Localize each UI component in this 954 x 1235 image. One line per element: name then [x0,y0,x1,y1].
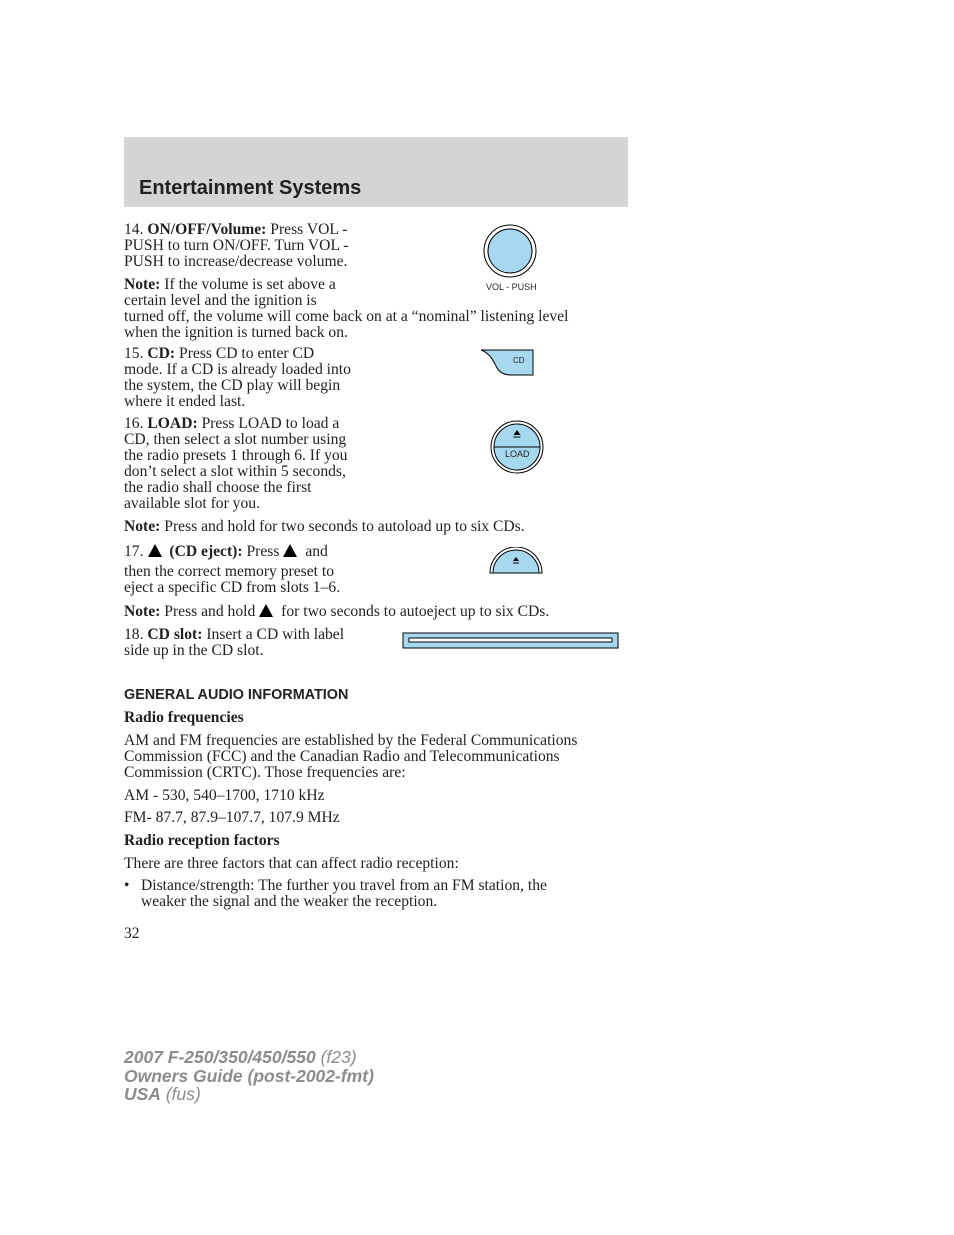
item-label: CD: [147,345,176,362]
load-button-label: LOAD [505,449,530,459]
note-on-off [124,277,624,341]
item-on-off [124,222,394,270]
paragraph-text: Commission (FCC) and the Canadian Radio and Telecommunications [124,748,560,765]
eject-icon [148,544,162,557]
item-text: where it ended last. [124,393,246,410]
footer-region: USA [124,1084,161,1104]
item-text: CD, then select a slot number using [124,431,347,448]
cd-button-icon [480,348,536,378]
item-text: available slot for you. [124,495,260,512]
note-text: turned off, the volume will come back on at a “nominal” listening level [124,308,569,325]
item-text: the radio presets 1 through 6. If you [124,447,348,464]
subheading-text: Radio frequencies [124,709,244,726]
bullet-dot: • [124,877,130,894]
item-text: the radio shall choose the first [124,479,312,496]
item-load [124,416,394,512]
item-label: ON/OFF/Volume: [147,221,267,238]
note-text: for two seconds to autoeject up to six CDs. [281,603,550,620]
item-text: side up in the CD slot. [124,642,264,659]
item-text: Press [246,543,280,560]
item-text: then the correct memory preset to [124,563,334,580]
item-text: PUSH to increase/decrease volume. [124,253,348,270]
note-text: when the ignition is turned back on. [124,324,348,341]
reception-intro: There are three factors that can affect radio reception: [124,855,459,872]
item-text: eject a specific CD from slots 1–6. [124,579,341,596]
note-load [124,519,624,535]
item-text: Press CD to enter CD [179,345,315,362]
eject-icon [283,544,297,557]
note-eject [124,604,624,620]
page-title: Entertainment Systems [139,177,362,199]
item-label: LOAD: [147,415,198,432]
note-text: If the volume is set above a [164,276,336,293]
load-button-icon [489,420,545,476]
item-label: CD slot: [147,626,203,643]
item-text: Press LOAD to load a [201,415,340,432]
note-label: Note: [124,276,161,293]
item-number: 16. [124,415,144,432]
item-cd-slot [124,627,394,659]
item-eject [124,544,394,596]
note-text: Press and hold for two seconds to autoload up to six CDs. [164,518,525,535]
cd-slot-icon [402,632,620,650]
section-heading: GENERAL AUDIO INFORMATION [124,687,349,703]
subheading-radio-frequencies [124,710,244,726]
item-text: Press VOL - [270,221,348,238]
paragraph-text: AM and FM frequencies are established by the Federal Communications [124,732,578,749]
am-frequencies: AM - 530, 540–1700, 1710 kHz [124,787,325,804]
eject-button-icon [488,547,544,575]
note-label: Note: [124,518,161,535]
bullet-text: Distance/strength: The further you travel from an FM station, the [141,877,547,894]
note-text: certain level and the ignition is [124,292,317,309]
footer-guide: Owners Guide (post-2002-fmt) [124,1065,374,1086]
item-text: PUSH to turn ON/OFF. Turn VOL - [124,237,349,254]
item-text: the system, the CD play will begin [124,377,341,394]
item-label: (CD eject): [169,543,243,560]
fm-frequencies: FM- 87.7, 87.9–107.7, 107.9 MHz [124,809,340,826]
cd-button-label: CD [513,356,525,365]
vol-push-label: VOL - PUSH [486,282,537,292]
item-number: 18. [124,626,144,643]
item-number: 14. [124,221,144,238]
page-number: 32 [124,925,140,942]
item-cd [124,346,394,410]
footer-region-code: (fus) [165,1084,201,1104]
item-text: and [305,543,328,560]
bullet-text: weaker the signal and the weaker the reception. [141,893,438,910]
item-text: Insert a CD with label [206,626,345,643]
item-number: 17. [124,543,144,560]
note-text: Press and hold [164,603,256,620]
subheading-reception-factors [124,833,280,849]
subheading-text: Radio reception factors [124,832,280,849]
item-number: 15. [124,345,144,362]
eject-icon [259,604,273,617]
footer-publication-info [124,1048,374,1104]
note-label: Note: [124,603,161,620]
item-text: mode. If a CD is already loaded into [124,361,351,378]
footer-model: 2007 F-250/350/450/550 [124,1047,316,1067]
item-text: don’t select a slot within 5 seconds, [124,463,346,480]
paragraph-frequencies [124,733,624,781]
paragraph-text: Commission (CRTC). Those frequencies are: [124,764,406,781]
footer-model-code: (f23) [320,1047,357,1067]
bullet-distance [124,878,624,910]
